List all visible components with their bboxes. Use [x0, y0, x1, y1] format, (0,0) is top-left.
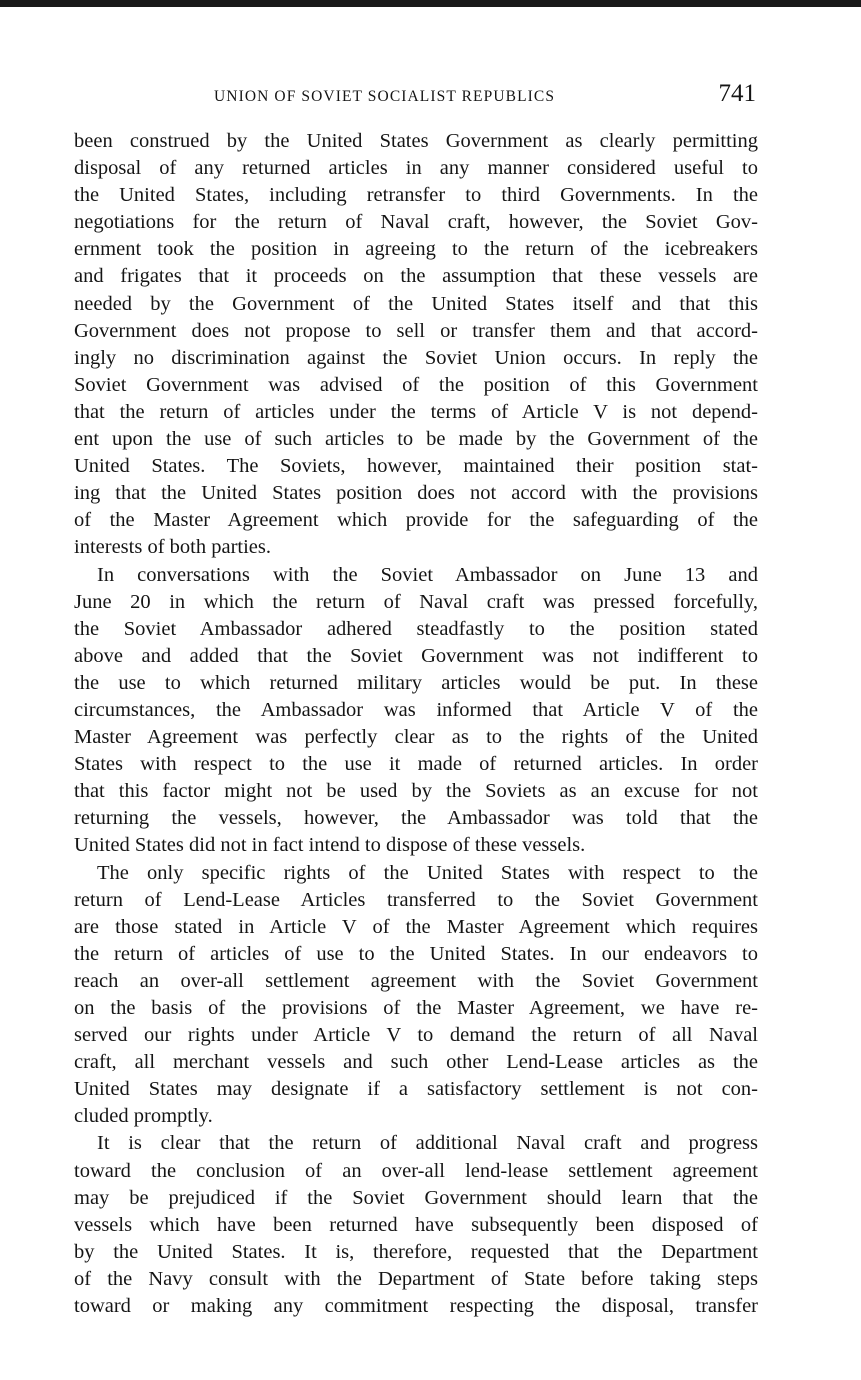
text-line: on the basis of the provisions of the Master Agreement, we have re-: [74, 997, 758, 1019]
text-line: needed by the Government of the United States itself and that this: [74, 292, 758, 315]
body-text: [74, 128, 758, 1320]
text-line: Master Agreement was perfectly clear as to the rights of the United: [74, 726, 758, 749]
text-line: of the Master Agreement which provide for the safeguarding of the: [74, 509, 758, 532]
text-line: the use to which returned military articles would be put. In these: [74, 671, 758, 694]
top-border-rule: [0, 0, 861, 7]
page-header: [74, 80, 758, 116]
text-line: ingly no discrimination against the Soviet Union occurs. In reply the: [74, 346, 758, 369]
text-line: disposal of any returned articles in any manner considered useful to: [74, 157, 758, 180]
text-line: by the United States. It is, therefore, requested that the Department: [74, 1240, 758, 1263]
text-line: reach an over-all settlement agreement with the Soviet Government: [74, 969, 758, 992]
text-line: are those stated in Article V of the Master Agreement which requires: [74, 915, 758, 938]
text-line: circumstances, the Ambassador was informed that Article V of the: [74, 698, 758, 721]
text-line: above and added that the Soviet Government was not indifferent to: [74, 644, 758, 667]
paragraph-start-line: The only specific rights of the United States with respect to the: [97, 861, 758, 884]
text-line: ent upon the use of such articles to be made by the Government of the: [74, 428, 758, 451]
text-line: toward or making any commitment respecting the disposal, transfer: [74, 1295, 758, 1318]
text-line: craft, all merchant vessels and such other Lend-Lease articles as the: [74, 1051, 758, 1074]
text-line: been construed by the United States Government as clearly permitting: [74, 130, 758, 152]
text-line: the United States, including retransfer to third Governments. In the: [74, 184, 758, 207]
text-line: return of Lend-Lease Articles transferred to the Soviet Government: [74, 888, 758, 911]
text-line: the Soviet Ambassador adhered steadfastly to the position stated: [74, 617, 758, 640]
text-line: vessels which have been returned have subsequently been disposed of: [74, 1213, 758, 1236]
text-line: Soviet Government was advised of the position of this Government: [74, 373, 758, 396]
text-line: negotiations for the return of Naval craft, however, the Soviet Gov-: [74, 211, 758, 234]
text-line: United States may designate if a satisfactory settlement is not con-: [74, 1078, 758, 1101]
text-line: Government does not propose to sell or transfer them and that accord-: [74, 319, 758, 342]
paragraph-end-line: interests of both parties.: [74, 536, 271, 559]
text-line: toward the conclusion of an over-all lend-lease settlement agreement: [74, 1159, 758, 1182]
text-line: the return of articles of use to the United States. In our endeavors to: [74, 942, 758, 965]
text-line: served our rights under Article V to demand the return of all Naval: [74, 1024, 758, 1047]
text-line: ernment took the position in agreeing to the return of the icebreakers: [74, 238, 758, 261]
text-line: and frigates that it proceeds on the assumption that these vessels are: [74, 265, 758, 288]
paragraph-start-line: In conversations with the Soviet Ambassador on June 13 and: [97, 563, 758, 586]
page-number: 741: [718, 80, 756, 107]
text-line: returning the vessels, however, the Ambassador was told that the: [74, 807, 758, 830]
text-line: ing that the United States position does not accord with the provisions: [74, 482, 758, 505]
text-line: United States. The Soviets, however, maintained their position stat-: [74, 455, 758, 478]
paragraph-end-line: cluded promptly.: [74, 1105, 213, 1128]
text-line: of the Navy consult with the Department of State before taking steps: [74, 1267, 758, 1290]
text-line: may be prejudiced if the Soviet Government should learn that the: [74, 1186, 758, 1209]
paragraph-start-line: It is clear that the return of additional Naval craft and progress: [97, 1132, 758, 1155]
paragraph-end-line: United States did not in fact intend to dispose of these vessels.: [74, 834, 586, 857]
text-line: June 20 in which the return of Naval craft was pressed forcefully,: [74, 590, 758, 613]
text-line: that the return of articles under the terms of Article V is not depend-: [74, 400, 758, 423]
running-head: UNION OF SOVIET SOCIALIST REPUBLICS: [214, 88, 556, 105]
text-line: States with respect to the use it made of returned articles. In order: [74, 753, 758, 776]
text-line: that this factor might not be used by the Soviets as an excuse for not: [74, 780, 758, 803]
